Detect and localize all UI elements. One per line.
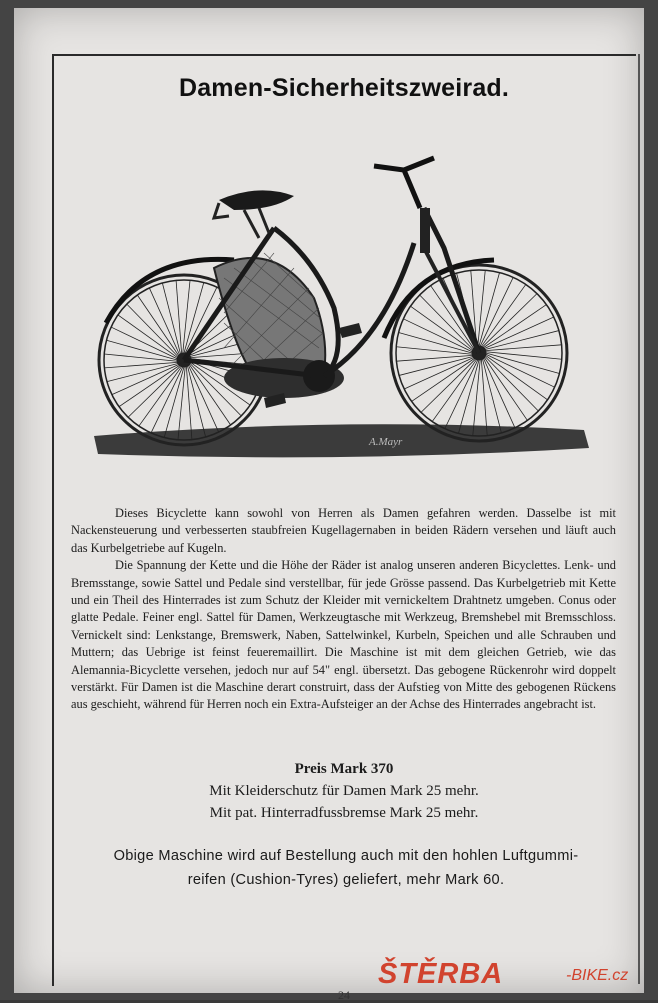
pedal [339,323,362,338]
site-watermark-suffix: -BIKE.cz [566,967,629,984]
wheel-spoke [178,367,185,440]
wheel-spoke [104,354,177,361]
wheel-spoke [118,315,177,358]
wheel-spoke [485,357,538,411]
wheel-spoke [483,305,546,348]
wheel-spoke [137,295,178,355]
wheel-spoke [483,294,537,347]
wheel-spoke [484,317,553,348]
price-block [54,758,634,824]
wheel-spoke [189,364,230,424]
wheel-spoke [176,280,182,353]
saddle-spring [214,203,229,218]
page-border-right [638,54,640,984]
wheel-spoke [481,360,487,436]
tyre-note-line-2: reifen (Cushion-Tyres) geliefert, mehr Mark 60. [187,872,505,888]
paragraph-2: Die Spannung der Kette und die Höhe der Räder ist analog unseren anderen Bicyclettes. Lenk- und Bremsstange, sowie Sattel und Pedale sind verstellbar, für jede Grösse passend. Das Kurbelgetrieb mit Kette und ein Theil des Hinterrades ist zum Schutz der Kleider mit vernickeltem Drahtnetz umgeben. Conus oder glatte Pedale. Feiner engl. Sattel für Damen, Werkzeugtasche mit Werkzeug, Bremshebel mit Bremsschloss. Vernickelt sind: Lenkstange, Bremswerk, Naben, Sattelwinkel, Kurbeln, Speichen und alle Schrauben und Muttern; das Uebrige ist feinst feueremaillirt. Die Maschine ist mit dem gleichen Getrieb, wie das Alemannia-Bicyclette versehen, jedoch nur auf 54" engl. übersetzt. Das gebogene Rückenrohr wird doppelt verstärkt. Für Damen ist die Maschine derart construirt, dass der Aufstieg von Mitte des gebogenen Rückens aus geschieht, während für Herren noch ein Extra-Aufsteiger an der Achse des Hinterrades angebracht ist. [71,558,616,712]
wheel-spoke [119,365,179,406]
saddle [219,190,294,210]
wheel-spoke [421,359,475,412]
site-watermark: ŠTĚRBA [378,958,504,990]
tyre-note-line-1: Obige Maschine wird auf Bestellung auch mit den hohlen Luftgummi- [113,848,579,864]
price-title: Preis Mark 370 [294,761,394,777]
wheel-spoke [486,352,562,359]
wheel-spoke [432,360,476,422]
price-option-rear-brake: Mit pat. Hinterradfussbremse Mark 25 mehr. [209,805,479,821]
wheel-spoke [139,367,182,426]
catalog-page [14,8,644,1002]
wheel-spoke [186,367,192,440]
wheel-spoke [486,345,562,351]
wheel-spoke [188,365,218,432]
wheel-spoke [445,360,478,429]
wheel-spoke [486,354,555,387]
wheel-spoke [483,358,514,427]
wheel-spoke [480,277,513,346]
wheel-spoke [484,357,527,420]
handlebar [374,158,434,208]
wheel-spoke [112,364,179,394]
page-number: 24 [338,988,350,1002]
wheel-spoke [128,366,180,417]
wheel-spoke [111,327,177,359]
engraver-signature: A.Mayr [369,436,403,448]
tyre-note [56,844,636,892]
wheel-spoke [412,358,475,401]
wheel-spoke [473,360,480,436]
wheel-spoke [404,357,473,388]
seat-post [244,208,269,238]
price-option-dress-guard: Mit Kleiderschutz für Damen Mark 25 mehr. [209,783,479,799]
wheel-spoke [127,304,178,356]
head-tube [420,208,430,253]
wheel-spoke [396,347,472,354]
wheel-spoke [396,355,472,361]
paragraph-1: Dieses Bicyclette kann sowohl von Herren als Damen gefahren werden. Dasselbe ist mit Nackensteuerung und verbesserten staubfreien Kugellagernaben in beiden Rädern versehen und läuft auch das Kurbelgetriebe auf Kugeln. [71,506,616,555]
wheel-spoke [478,270,485,346]
description-text [71,505,616,714]
wheel-spoke [104,362,177,368]
bicycle-engraving [84,148,604,478]
ground-shadow [94,424,589,457]
wheel-spoke [486,355,548,399]
wheel-spoke [183,280,190,353]
wheel-spoke [481,284,525,346]
bicycle-illustration [84,148,604,478]
page-title: Damen-Sicherheitszweirad. [178,74,510,102]
wheel-spoke [149,288,179,355]
wheel-spoke [151,367,183,433]
